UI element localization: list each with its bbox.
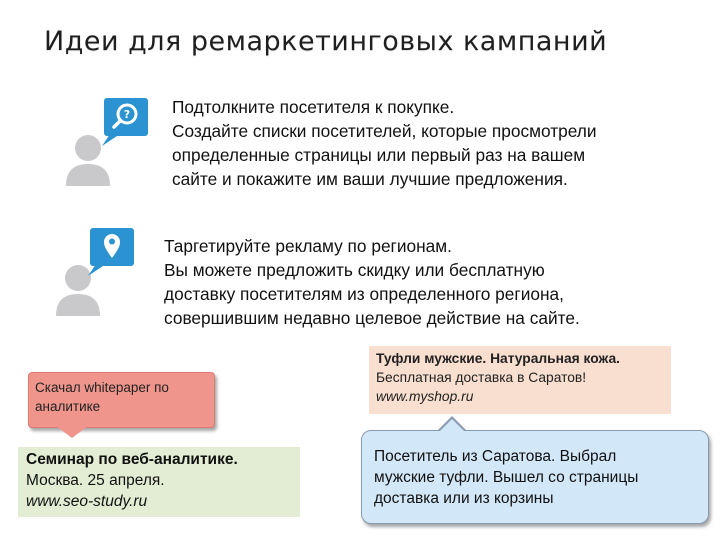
- visitor-callout: [361, 430, 709, 524]
- ad-details: Москва. 25 апреля.: [26, 472, 165, 489]
- idea-line: сайте и покажите им ваши лучшие предложения.: [172, 169, 568, 189]
- idea-geo-text: [164, 234, 580, 330]
- shop-ad: [369, 346, 671, 414]
- person-question-icon: [62, 96, 152, 188]
- ad-url: www.seo-study.ru: [26, 493, 148, 510]
- callout-arrow-fill: [440, 419, 464, 431]
- person-location-icon: [52, 226, 142, 318]
- idea-line: Создайте списки посетителей, которые просмотрели: [172, 121, 597, 141]
- callout-line: доставка или из корзины: [374, 490, 554, 507]
- callout-arrow: [56, 426, 88, 438]
- callout-line: Скачал whitepaper по: [35, 380, 169, 395]
- ad-details: Бесплатная доставка в Саратов!: [376, 370, 587, 385]
- idea-line: доставку посетителям из определенного региона,: [164, 284, 564, 304]
- callout-line: мужские туфли. Вышел со страницы: [374, 469, 639, 486]
- idea-line: Подтолкните посетителя к покупке.: [172, 97, 455, 117]
- seminar-ad: [18, 447, 300, 517]
- idea-line: определенные страницы или первый раз на вашем: [172, 145, 586, 165]
- whitepaper-callout: [28, 372, 215, 428]
- ad-headline: Семинар по веб-аналитике.: [26, 451, 238, 468]
- slide-title: Идеи для ремаркетинговых кампаний: [44, 26, 608, 57]
- ad-url: www.myshop.ru: [376, 389, 474, 404]
- idea-remarketing-text: [172, 95, 597, 191]
- idea-line: Вы можете предложить скидку или бесплатную: [164, 260, 545, 280]
- callout-line: Посетитель из Саратова. Выбрал: [374, 448, 617, 465]
- ad-headline: Туфли мужские. Натуральная кожа.: [376, 351, 620, 366]
- idea-line: Таргетируйте рекламу по регионам.: [164, 236, 452, 256]
- svg-text:?: ?: [123, 108, 131, 121]
- callout-line: аналитике: [35, 399, 101, 414]
- idea-line: совершившим недавно целевое действие на сайте.: [164, 308, 580, 328]
